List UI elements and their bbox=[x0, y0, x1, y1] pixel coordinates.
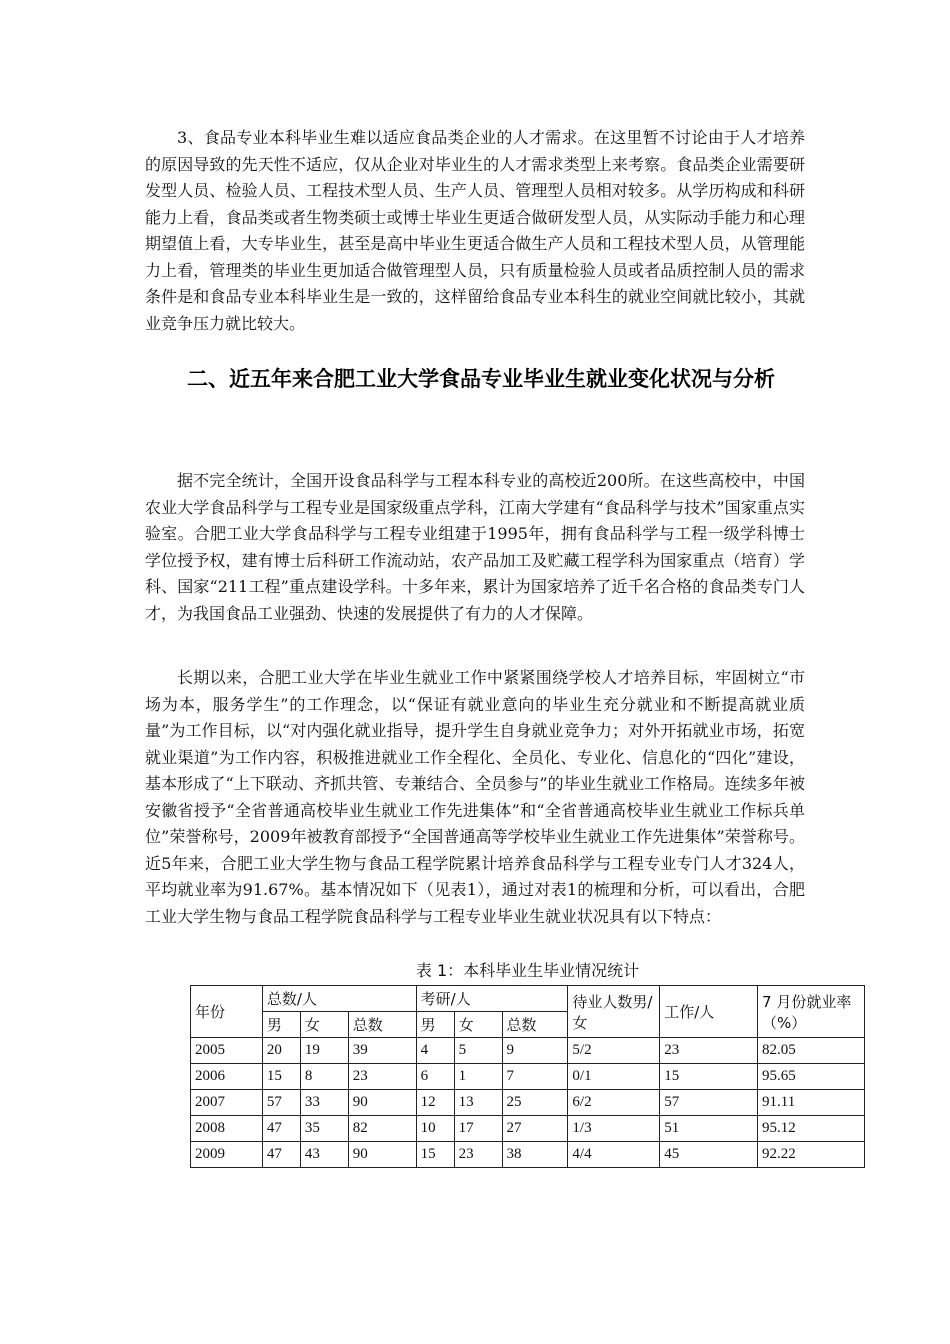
cell-unemployed: 6/2 bbox=[568, 1090, 660, 1116]
cell-total-female: 33 bbox=[300, 1090, 348, 1116]
cell-year: 2006 bbox=[191, 1064, 263, 1090]
cell-unemployed: 5/2 bbox=[568, 1038, 660, 1064]
cell-exam-male: 15 bbox=[416, 1142, 454, 1168]
cell-total-male: 47 bbox=[262, 1142, 300, 1168]
cell-unemployed: 4/4 bbox=[568, 1142, 660, 1168]
cell-total-male: 57 bbox=[262, 1090, 300, 1116]
paragraph-talent-demand: 3、食品专业本科毕业生难以适应食品类企业的人才需求。在这里暂不讨论由于人才培养的原因导致的先天性不适应，仅从企业对毕业生的人才需求类型上来考察。食品类企业需要研发型人员、检验人员、工程技术型人员、生产人员、管理型人员相对较多。从学历构成和科研能力上看，食品类或者生物类硕士或博士毕业生更适合做研发型人员，从实际动手能力和心理期望值上看，大专毕业生，甚至是高中毕业生更适合做生产人员和工程技术型人员，从管理能力上看，管理类的毕业生更加适合做管理型人员，只有质量检验人员或者品质控制人员的需求条件是和食品专业本科毕业生是一致的，这样留给食品专业本科生的就业空间就比较小，其就业竞争压力就比较大。 bbox=[145, 128, 805, 333]
subheader-male: 男 bbox=[262, 1012, 300, 1038]
cell-exam-male: 12 bbox=[416, 1090, 454, 1116]
cell-exam-male: 4 bbox=[416, 1038, 454, 1064]
subheader-female: 女 bbox=[300, 1012, 348, 1038]
subheader-sum: 总数 bbox=[348, 1012, 416, 1038]
graduate-statistics-table bbox=[190, 985, 865, 1168]
subheader-sum: 总数 bbox=[502, 1012, 568, 1038]
cell-year: 2008 bbox=[191, 1116, 263, 1142]
cell-exam-sum: 38 bbox=[502, 1142, 568, 1168]
cell-total-female: 43 bbox=[300, 1142, 348, 1168]
cell-rate: 95.65 bbox=[758, 1064, 865, 1090]
cell-exam-sum: 9 bbox=[502, 1038, 568, 1064]
cell-total-female: 35 bbox=[300, 1116, 348, 1142]
table-row bbox=[191, 1090, 865, 1116]
header-unemployed: 待业人数男/女 bbox=[568, 986, 660, 1038]
cell-total-male: 20 bbox=[262, 1038, 300, 1064]
header-postgrad-exam: 考研/人 bbox=[416, 986, 568, 1012]
cell-exam-sum: 25 bbox=[502, 1090, 568, 1116]
cell-total-sum: 82 bbox=[348, 1116, 416, 1142]
cell-exam-male: 10 bbox=[416, 1116, 454, 1142]
table-row bbox=[191, 1038, 865, 1064]
table-header-row bbox=[191, 986, 865, 1012]
cell-total-sum: 90 bbox=[348, 1090, 416, 1116]
cell-employed: 57 bbox=[660, 1090, 758, 1116]
cell-exam-female: 1 bbox=[454, 1064, 502, 1090]
paragraph-employment-work: 长期以来，合肥工业大学在毕业生就业工作中紧紧围绕学校人才培养目标，牢固树立“市场为本，服务学生”的工作理念，以“保证有就业意向的毕业生充分就业和不断提高就业质量”为工作目标，以“对内强化就业指导，提升学生自身就业竞争力；对外开拓就业市场，拓宽就业渠道”为工作内容，积极推进就业工作全程化、全员化、专业化、信息化的“四化”建设，基本形成了“上下联动、齐抓共管、专兼结合、全员参与”的毕业生就业工作格局。连续多年被安徽省授予“全省普通高校毕业生就业工作先进集体”和“全省普通高校毕业生就业工作标兵单位”荣誉称号，2009年被教育部授予“全国普通高等学校毕业生就业工作先进集体”荣誉称号。近5年来，合肥工业大学生物与食品工程学院累计培养食品科学与工程专业专门人才324人，平均就业率为91.67%。基本情况如下（见表1），通过对表1的梳理和分析，可以看出，合肥工业大学生物与食品工程学院食品科学与工程专业毕业生就业状况具有以下特点： bbox=[145, 668, 805, 926]
cell-exam-female: 5 bbox=[454, 1038, 502, 1064]
cell-exam-sum: 27 bbox=[502, 1116, 568, 1142]
cell-employed: 51 bbox=[660, 1116, 758, 1142]
cell-unemployed: 0/1 bbox=[568, 1064, 660, 1090]
cell-total-sum: 23 bbox=[348, 1064, 416, 1090]
cell-year: 2007 bbox=[191, 1090, 263, 1116]
cell-rate: 82.05 bbox=[758, 1038, 865, 1064]
cell-total-sum: 90 bbox=[348, 1142, 416, 1168]
cell-exam-female: 23 bbox=[454, 1142, 502, 1168]
cell-unemployed: 1/3 bbox=[568, 1116, 660, 1142]
header-year: 年份 bbox=[191, 986, 263, 1038]
section-heading: 二、近五年来合肥工业大学食品专业毕业生就业变化状况与分析 bbox=[187, 367, 775, 391]
subheader-male: 男 bbox=[416, 1012, 454, 1038]
cell-total-male: 47 bbox=[262, 1116, 300, 1142]
table-row bbox=[191, 1142, 865, 1168]
table-row bbox=[191, 1064, 865, 1090]
header-employment-rate: 7 月份就业率（%） bbox=[758, 986, 865, 1038]
cell-rate: 91.11 bbox=[758, 1090, 865, 1116]
paragraph-program-overview: 据不完全统计，全国开设食品科学与工程本科专业的高校近200所。在这些高校中，中国农业大学食品科学与工程专业是国家级重点学科，江南大学建有“食品科学与技术”国家重点实验室。合肥工业大学食品科学与工程专业组建于1995年，拥有食品科学与工程一级学科博士学位授予权，建有博士后科研工作流动站，农产品加工及贮藏工程学科为国家重点（培育）学科、国家“211工程”重点建设学科。十多年来，累计为国家培养了近千名合格的食品类专门人才，为我国食品工业强劲、快速的发展提供了有力的人才保障。 bbox=[145, 471, 805, 623]
cell-rate: 92.22 bbox=[758, 1142, 865, 1168]
table-row bbox=[191, 1116, 865, 1142]
cell-exam-female: 17 bbox=[454, 1116, 502, 1142]
cell-exam-male: 6 bbox=[416, 1064, 454, 1090]
cell-exam-female: 13 bbox=[454, 1090, 502, 1116]
cell-employed: 15 bbox=[660, 1064, 758, 1090]
header-total: 总数/人 bbox=[262, 986, 416, 1012]
cell-total-female: 19 bbox=[300, 1038, 348, 1064]
cell-total-male: 15 bbox=[262, 1064, 300, 1090]
cell-rate: 95.12 bbox=[758, 1116, 865, 1142]
cell-exam-sum: 7 bbox=[502, 1064, 568, 1090]
cell-employed: 23 bbox=[660, 1038, 758, 1064]
subheader-female: 女 bbox=[454, 1012, 502, 1038]
cell-total-sum: 39 bbox=[348, 1038, 416, 1064]
cell-employed: 45 bbox=[660, 1142, 758, 1168]
cell-total-female: 8 bbox=[300, 1064, 348, 1090]
cell-year: 2009 bbox=[191, 1142, 263, 1168]
table-caption: 表 1：本科毕业生毕业情况统计 bbox=[415, 961, 640, 980]
cell-year: 2005 bbox=[191, 1038, 263, 1064]
header-employed: 工作/人 bbox=[660, 986, 758, 1038]
